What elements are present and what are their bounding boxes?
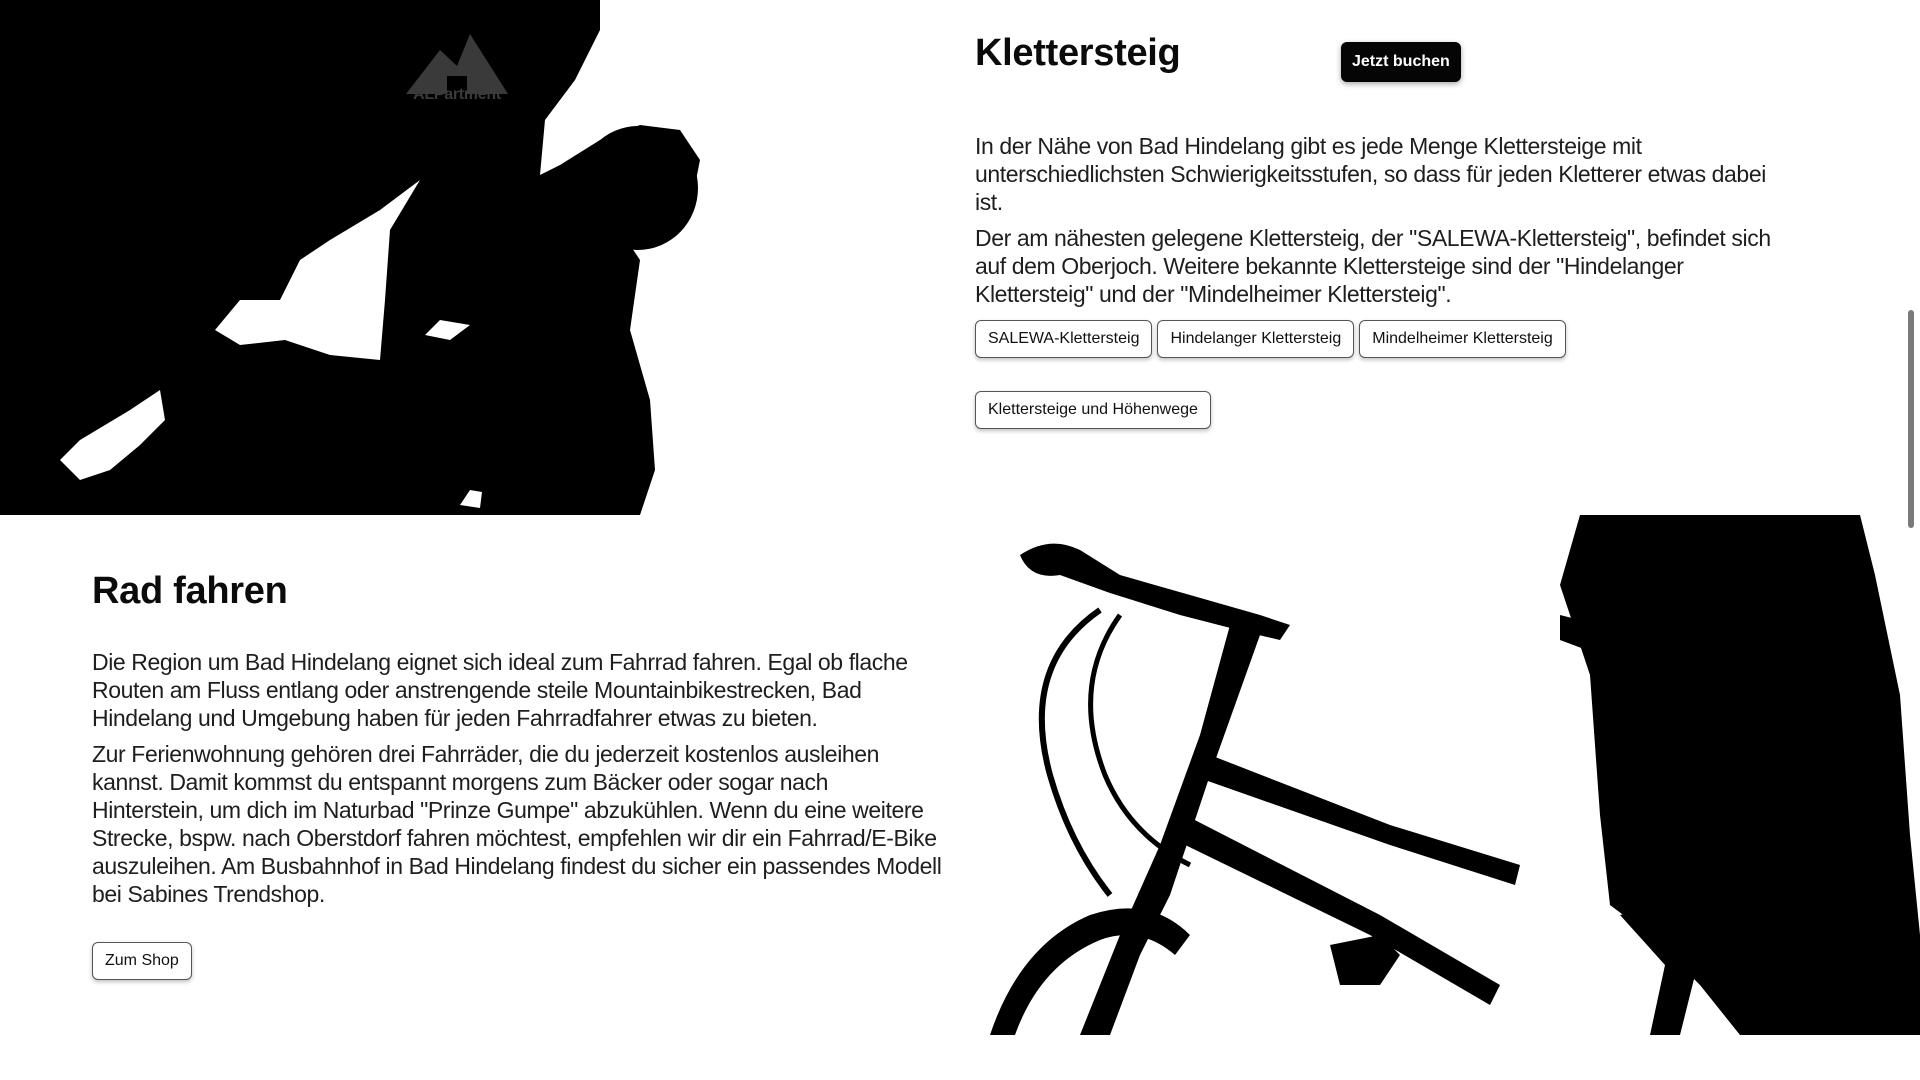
hindelanger-klettersteig-button[interactable]: Hindelanger Klettersteig: [1157, 320, 1354, 358]
climbing-image: [0, 0, 960, 515]
bicycle-silhouette: [960, 515, 1920, 1035]
rad-fahren-paragraph-1: Die Region um Bad Hindelang eignet sich ideal zum Fahrrad fahren. Egal ob flache Routen am Fluss entlang oder anstrengende steile Mountainbikestrecken, Bad Hindelang und Umgebung haben für jeden Fahrradfahrer etwas zu bieten.: [92, 649, 908, 731]
salewa-klettersteig-button[interactable]: SALEWA-Klettersteig: [975, 320, 1152, 358]
rad-fahren-section: [92, 568, 942, 908]
klettersteig-title: Klettersteig: [975, 32, 1181, 74]
book-now-button[interactable]: Jetzt buchen: [1341, 42, 1461, 82]
klettersteige-hoehenwege-button[interactable]: Klettersteige und Höhenwege: [975, 391, 1211, 429]
klettersteig-links: [975, 320, 1566, 358]
page-scrollbar[interactable]: [1908, 310, 1914, 528]
rad-fahren-title: Rad fahren: [92, 570, 288, 612]
klettersteig-paragraph-1: In der Nähe von Bad Hindelang gibt es jede Menge Klettersteige mit unterschiedlichsten Schwierigkeitsstufen, so dass für jeden Kletterer etwas dabei ist.: [975, 133, 1766, 215]
klettersteig-links-more: [975, 391, 1211, 429]
klettersteig-paragraph-2: Der am nähesten gelegene Klettersteig, der "SALEWA-Klettersteig", befindet sich auf dem Oberjoch. Weitere bekannte Klettersteige sind der "Hindelanger Klettersteig" und der "Mindelheimer Klettersteig".: [975, 225, 1771, 307]
mindelheimer-klettersteig-button[interactable]: Mindelheimer Klettersteig: [1359, 320, 1566, 358]
zum-shop-button[interactable]: Zum Shop: [92, 942, 192, 980]
bike-image: [960, 515, 1920, 1035]
logo-text: ALPartment: [413, 86, 501, 103]
rad-fahren-paragraph-2: Zur Ferienwohnung gehören drei Fahrräder, die du jederzeit kostenlos ausleihen kannst. Damit kommst du entspannt morgens zum Bäcker oder sogar nach Hinterstein, um dich im Naturbad "Prinze Gumpe" abzukühlen. Wenn du eine weitere Strecke, bspw. nach Oberstdorf fahren möchtest, empfehlen wir dir ein Fahrrad/E-Bike auszuleihen. Am Busbahnhof in Bad Hindelang findest du sicher ein passendes Modell bei Sabines Trendshop.: [92, 741, 942, 907]
brand-logo[interactable]: [402, 22, 512, 106]
